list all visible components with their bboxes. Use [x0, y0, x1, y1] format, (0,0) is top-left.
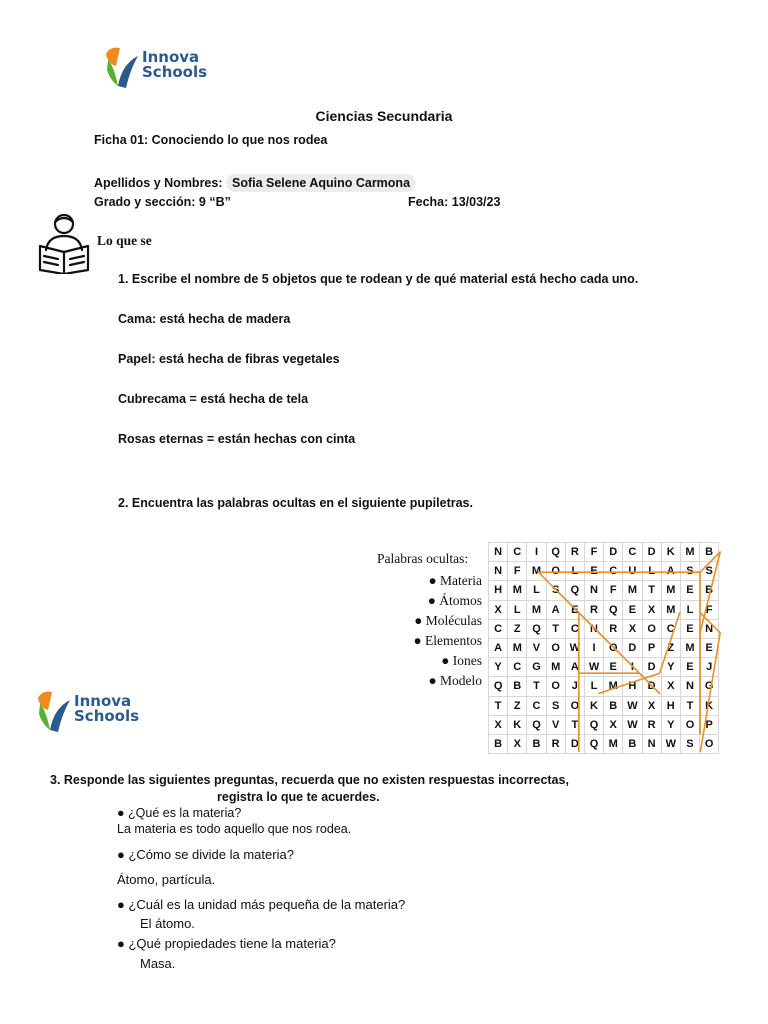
grid-cell: O — [700, 734, 719, 753]
grid-cell: K — [661, 543, 680, 562]
q3-answer-2: Átomo, partícula. — [117, 872, 216, 887]
q1-answer-3: Cubrecama = está hecha de tela — [118, 392, 309, 406]
grid-row — [489, 562, 719, 581]
grid-cell: M — [508, 581, 527, 600]
grid-cell: M — [661, 600, 680, 619]
grid-cell: F — [604, 581, 623, 600]
grade-label: Grado y sección: 9 “B” — [94, 195, 231, 209]
name-label: Apellidos y Nombres: — [94, 176, 223, 190]
grid-cell: I — [623, 658, 642, 677]
grid-cell: S — [680, 734, 699, 753]
grid-cell: Q — [565, 581, 584, 600]
grid-cell: M — [508, 638, 527, 657]
date-row — [408, 195, 500, 209]
grid-cell: C — [661, 619, 680, 638]
word-list-title: Palabras ocultas: — [377, 551, 469, 566]
grid-cell: L — [584, 677, 603, 696]
q1-answer-4: Rosas eternas = están hechas con cinta — [118, 432, 356, 446]
grid-cell: B — [489, 734, 508, 753]
grid-cell: N — [642, 734, 661, 753]
grid-cell: A — [565, 658, 584, 677]
word-item: ● Iones — [441, 653, 482, 668]
word-item: ● Moléculas — [414, 613, 482, 628]
grid-cell: E — [584, 562, 603, 581]
grid-cell: Q — [584, 715, 603, 734]
q3-question-1: ● ¿Qué es la materia? — [117, 806, 242, 820]
grid-cell: W — [584, 658, 603, 677]
grid-row — [489, 581, 719, 600]
grid-cell: Q — [527, 619, 546, 638]
grid-cell: I — [584, 638, 603, 657]
reading-person-icon — [34, 210, 94, 274]
grid-cell: A — [661, 562, 680, 581]
grid-cell: O — [604, 638, 623, 657]
grid-cell: O — [565, 696, 584, 715]
grid-cell: M — [546, 658, 565, 677]
q3-question-3: ● ¿Cuál es la unidad más pequeña de la materia? — [117, 897, 406, 912]
grid-cell: L — [508, 600, 527, 619]
q3-question-2: ● ¿Cómo se divide la materia? — [117, 847, 294, 862]
word-list — [413, 573, 482, 693]
grid-cell: F — [508, 562, 527, 581]
grid-cell: P — [642, 638, 661, 657]
grid-cell: B — [527, 734, 546, 753]
grid-cell: G — [527, 658, 546, 677]
word-search-grid — [488, 542, 719, 754]
q1-answer-1: Cama: está hecha de madera — [118, 312, 291, 326]
grid-cell: O — [546, 562, 565, 581]
grid-cell: R — [546, 734, 565, 753]
grid-row — [489, 658, 719, 677]
grid-cell: O — [642, 619, 661, 638]
logo-text-innova: Innova — [142, 48, 200, 66]
grid-cell: N — [489, 562, 508, 581]
grid-cell: H — [661, 696, 680, 715]
q1-answer-2: Papel: está hecha de fibras vegetales — [118, 352, 340, 366]
grid-cell: C — [527, 696, 546, 715]
grid-cell: A — [489, 638, 508, 657]
grid-cell: L — [680, 600, 699, 619]
grid-cell: M — [604, 734, 623, 753]
grid-cell: E — [604, 658, 623, 677]
grid-cell: B — [508, 677, 527, 696]
grid-cell: C — [623, 543, 642, 562]
q3-answer-3: El átomo. — [140, 916, 195, 931]
grid-cell: O — [546, 677, 565, 696]
grid-cell: W — [623, 715, 642, 734]
grid-cell: M — [527, 600, 546, 619]
grid-cell: C — [489, 619, 508, 638]
grid-cell: G — [700, 677, 719, 696]
grid-cell: M — [623, 581, 642, 600]
word-item: ● Elementos — [413, 633, 482, 648]
grid-cell: T — [489, 696, 508, 715]
grid-cell: R — [642, 715, 661, 734]
grid-cell: J — [700, 658, 719, 677]
grid-cell: N — [584, 581, 603, 600]
grid-cell: O — [680, 715, 699, 734]
grid-cell: B — [623, 734, 642, 753]
grid-cell: X — [661, 677, 680, 696]
grid-cell: K — [584, 696, 603, 715]
grid-cell: M — [661, 581, 680, 600]
grid-cell: S — [680, 562, 699, 581]
grid-cell: E — [680, 581, 699, 600]
grid-cell: H — [623, 677, 642, 696]
grid-cell: T — [527, 677, 546, 696]
grid-cell: E — [623, 600, 642, 619]
grid-cell: Y — [661, 715, 680, 734]
grid-cell: Z — [508, 696, 527, 715]
grid-row — [489, 677, 719, 696]
grid-cell: W — [565, 638, 584, 657]
grid-cell: M — [604, 677, 623, 696]
grid-cell: Y — [661, 658, 680, 677]
grid-cell: L — [527, 581, 546, 600]
grid-cell: X — [604, 715, 623, 734]
grid-cell: C — [565, 619, 584, 638]
grid-cell: S — [546, 696, 565, 715]
grid-cell: D — [642, 543, 661, 562]
word-item: ● Materia — [428, 573, 482, 588]
word-item: ● Modelo — [428, 673, 482, 688]
grid-row — [489, 619, 719, 638]
grid-cell: Q — [584, 734, 603, 753]
q3-answer-4: Masa. — [140, 956, 176, 971]
grid-row — [489, 696, 719, 715]
ficha-title: Ficha 01: Conociendo lo que nos rodea — [94, 133, 328, 147]
grid-cell: O — [546, 638, 565, 657]
grid-cell: X — [508, 734, 527, 753]
grid-cell: R — [584, 600, 603, 619]
grid-cell: X — [623, 619, 642, 638]
grid-cell: F — [584, 543, 603, 562]
grid-cell: E — [680, 658, 699, 677]
grid-cell: N — [680, 677, 699, 696]
word-item: ● Átomos — [427, 593, 482, 608]
grid-cell: C — [604, 562, 623, 581]
grid-cell: T — [546, 619, 565, 638]
grid-cell: E — [565, 600, 584, 619]
grid-cell: X — [642, 696, 661, 715]
name-row — [94, 174, 416, 192]
grid-cell: S — [546, 581, 565, 600]
grid-cell: V — [527, 638, 546, 657]
grid-cell: A — [546, 600, 565, 619]
q1-prompt: 1. Escribe el nombre de 5 objetos que te rodean y de qué material está hecho cada uno. — [118, 272, 639, 286]
grid-cell: C — [508, 658, 527, 677]
grid-cell: Y — [489, 658, 508, 677]
grid-cell: B — [700, 543, 719, 562]
grid-cell: B — [604, 696, 623, 715]
grid-cell: T — [565, 715, 584, 734]
grid-cell: X — [489, 600, 508, 619]
grid-cell: D — [565, 734, 584, 753]
grid-cell: K — [700, 696, 719, 715]
q2-prompt: 2. Encuentra las palabras ocultas en el siguiente pupiletras. — [118, 496, 473, 510]
grid-cell: T — [642, 581, 661, 600]
grid-cell: D — [623, 638, 642, 657]
grid-cell: W — [623, 696, 642, 715]
grid-cell: Z — [508, 619, 527, 638]
grid-cell: T — [680, 696, 699, 715]
grid-cell: J — [565, 677, 584, 696]
grid-row — [489, 600, 719, 619]
q3-answer-1: La materia es todo aquello que nos rodea. — [117, 822, 352, 836]
grid-cell: X — [489, 715, 508, 734]
page-title: Ciencias Secundaria — [315, 108, 453, 124]
grid-cell: C — [508, 543, 527, 562]
q3-prompt-line2: registra lo que te acuerdes. — [217, 790, 380, 804]
grid-cell: S — [700, 562, 719, 581]
q3-question-4: ● ¿Qué propiedades tiene la materia? — [117, 936, 336, 951]
grid-cell: Q — [527, 715, 546, 734]
grid-cell: Q — [546, 543, 565, 562]
grid-cell: X — [642, 600, 661, 619]
grid-cell: R — [565, 543, 584, 562]
logo-text-innova: Innova — [74, 692, 132, 710]
q3-prompt-line1: 3. Responde las siguientes preguntas, recuerda que no existen respuestas incorrectas, — [50, 773, 569, 787]
grid-cell: Q — [604, 600, 623, 619]
grid-cell: D — [642, 677, 661, 696]
grid-cell: W — [661, 734, 680, 753]
grid-cell: Z — [661, 638, 680, 657]
grid-cell: N — [700, 619, 719, 638]
grid-cell: F — [700, 600, 719, 619]
grid-cell: Q — [489, 677, 508, 696]
grid-cell: M — [527, 562, 546, 581]
innova-logo-icon — [36, 688, 76, 734]
date-value: 13/03/23 — [451, 195, 501, 209]
grid-row — [489, 638, 719, 657]
grid-cell: M — [680, 638, 699, 657]
innova-logo-icon — [104, 44, 144, 90]
innova-logo — [104, 44, 214, 94]
name-value: Sofia Selene Aquino Carmona — [226, 174, 416, 192]
grid-row — [489, 715, 719, 734]
grid-cell: V — [546, 715, 565, 734]
grid-cell: D — [604, 543, 623, 562]
logo-text-schools: Schools — [74, 707, 140, 725]
grid-cell: K — [508, 715, 527, 734]
grid-cell: E — [680, 619, 699, 638]
innova-logo-secondary — [36, 688, 146, 738]
grid-cell: N — [584, 619, 603, 638]
grid-cell: E — [700, 638, 719, 657]
grid-cell: D — [642, 658, 661, 677]
grid-cell: U — [623, 562, 642, 581]
grid-row — [489, 543, 719, 562]
grid-cell: L — [565, 562, 584, 581]
grid-cell: L — [642, 562, 661, 581]
grid-cell: N — [489, 543, 508, 562]
grid-cell: P — [700, 715, 719, 734]
grid-cell: R — [604, 619, 623, 638]
grid-cell: M — [680, 543, 699, 562]
grid-cell: H — [489, 581, 508, 600]
grid-cell: I — [527, 543, 546, 562]
grid-row — [489, 734, 719, 753]
grid-cell: B — [700, 581, 719, 600]
section-heading: Lo que se — [97, 233, 152, 248]
date-label: Fecha: — [408, 195, 449, 209]
logo-text-schools: Schools — [142, 63, 208, 81]
